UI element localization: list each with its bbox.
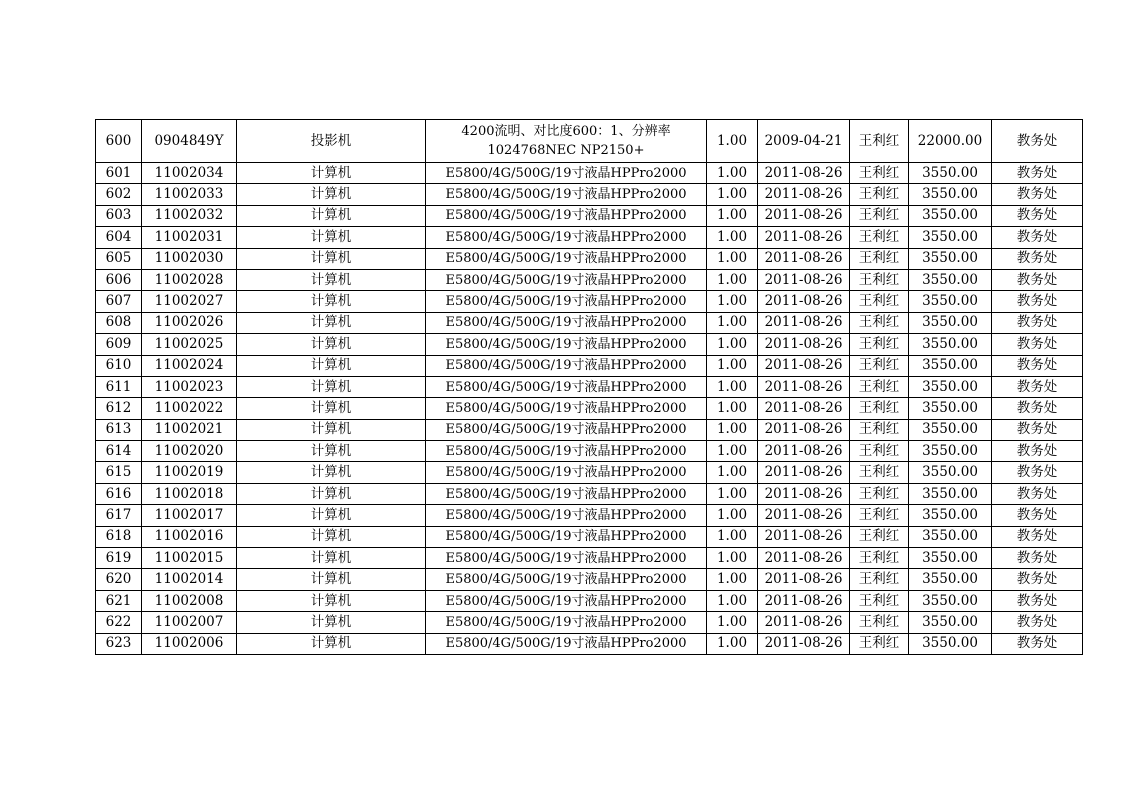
asset-name-cell: 计算机 <box>237 163 426 184</box>
spec-cell: E5800/4G/500G/19寸液晶HPPro2000 <box>426 612 707 633</box>
department-cell: 教务处 <box>992 505 1083 526</box>
quantity-cell: 1.00 <box>707 312 758 333</box>
asset-code-cell: 11002018 <box>142 483 237 504</box>
table-row <box>96 291 1083 312</box>
custodian-cell: 王利红 <box>850 120 909 163</box>
department-cell: 教务处 <box>992 526 1083 547</box>
quantity-cell: 1.00 <box>707 120 758 163</box>
custodian-cell: 王利红 <box>850 312 909 333</box>
price-cell: 3550.00 <box>909 419 992 440</box>
asset-code-cell: 11002022 <box>142 398 237 419</box>
department-cell: 教务处 <box>992 483 1083 504</box>
purchase-date-cell: 2011-08-26 <box>758 633 850 654</box>
purchase-date-cell: 2011-08-26 <box>758 569 850 590</box>
department-cell: 教务处 <box>992 419 1083 440</box>
spec-cell: E5800/4G/500G/19寸液晶HPPro2000 <box>426 569 707 590</box>
department-cell: 教务处 <box>992 398 1083 419</box>
table-row <box>96 505 1083 526</box>
asset-code-cell: 11002026 <box>142 312 237 333</box>
quantity-cell: 1.00 <box>707 483 758 504</box>
asset-code-cell: 11002025 <box>142 334 237 355</box>
price-cell: 3550.00 <box>909 269 992 290</box>
custodian-cell: 王利红 <box>850 419 909 440</box>
asset-code-cell: 11002024 <box>142 355 237 376</box>
table-row <box>96 398 1083 419</box>
table-row <box>96 205 1083 226</box>
purchase-date-cell: 2009-04-21 <box>758 120 850 163</box>
department-cell: 教务处 <box>992 355 1083 376</box>
row-number-cell: 619 <box>96 548 142 569</box>
price-cell: 3550.00 <box>909 483 992 504</box>
custodian-cell: 王利红 <box>850 548 909 569</box>
purchase-date-cell: 2011-08-26 <box>758 612 850 633</box>
custodian-cell: 王利红 <box>850 526 909 547</box>
asset-code-cell: 11002027 <box>142 291 237 312</box>
price-cell: 3550.00 <box>909 590 992 611</box>
asset-name-cell: 计算机 <box>237 269 426 290</box>
price-cell: 3550.00 <box>909 462 992 483</box>
department-cell: 教务处 <box>992 334 1083 355</box>
row-number-cell: 603 <box>96 205 142 226</box>
spec-cell: E5800/4G/500G/19寸液晶HPPro2000 <box>426 291 707 312</box>
spec-cell: E5800/4G/500G/19寸液晶HPPro2000 <box>426 184 707 205</box>
price-cell: 3550.00 <box>909 526 992 547</box>
quantity-cell: 1.00 <box>707 462 758 483</box>
custodian-cell: 王利红 <box>850 612 909 633</box>
purchase-date-cell: 2011-08-26 <box>758 548 850 569</box>
price-cell: 3550.00 <box>909 612 992 633</box>
asset-name-cell: 计算机 <box>237 184 426 205</box>
asset-name-cell: 计算机 <box>237 376 426 397</box>
purchase-date-cell: 2011-08-26 <box>758 355 850 376</box>
row-number-cell: 610 <box>96 355 142 376</box>
spec-cell: E5800/4G/500G/19寸液晶HPPro2000 <box>426 633 707 654</box>
row-number-cell: 601 <box>96 163 142 184</box>
asset-code-cell: 11002014 <box>142 569 237 590</box>
asset-code-cell: 11002021 <box>142 419 237 440</box>
quantity-cell: 1.00 <box>707 205 758 226</box>
table-row <box>96 612 1083 633</box>
table-row <box>96 334 1083 355</box>
department-cell: 教务处 <box>992 548 1083 569</box>
row-number-cell: 623 <box>96 633 142 654</box>
row-number-cell: 605 <box>96 248 142 269</box>
asset-name-cell: 计算机 <box>237 312 426 333</box>
quantity-cell: 1.00 <box>707 633 758 654</box>
row-number-cell: 622 <box>96 612 142 633</box>
department-cell: 教务处 <box>992 269 1083 290</box>
table-row <box>96 163 1083 184</box>
custodian-cell: 王利红 <box>850 398 909 419</box>
custodian-cell: 王利红 <box>850 355 909 376</box>
table-row <box>96 269 1083 290</box>
asset-name-cell: 计算机 <box>237 291 426 312</box>
asset-code-cell: 11002008 <box>142 590 237 611</box>
department-cell: 教务处 <box>992 590 1083 611</box>
asset-code-cell: 11002034 <box>142 163 237 184</box>
table-row <box>96 355 1083 376</box>
spec-cell: 4200流明、对比度600：1、分辨率1024768NEC NP2150+ <box>426 120 707 163</box>
row-number-cell: 608 <box>96 312 142 333</box>
asset-name-cell: 计算机 <box>237 590 426 611</box>
asset-code-cell: 11002032 <box>142 205 237 226</box>
price-cell: 3550.00 <box>909 548 992 569</box>
quantity-cell: 1.00 <box>707 334 758 355</box>
spec-cell: E5800/4G/500G/19寸液晶HPPro2000 <box>426 419 707 440</box>
table-row <box>96 590 1083 611</box>
department-cell: 教务处 <box>992 248 1083 269</box>
custodian-cell: 王利红 <box>850 590 909 611</box>
quantity-cell: 1.00 <box>707 163 758 184</box>
price-cell: 22000.00 <box>909 120 992 163</box>
price-cell: 3550.00 <box>909 312 992 333</box>
price-cell: 3550.00 <box>909 291 992 312</box>
spec-cell: E5800/4G/500G/19寸液晶HPPro2000 <box>426 441 707 462</box>
quantity-cell: 1.00 <box>707 376 758 397</box>
department-cell: 教务处 <box>992 569 1083 590</box>
price-cell: 3550.00 <box>909 248 992 269</box>
quantity-cell: 1.00 <box>707 505 758 526</box>
department-cell: 教务处 <box>992 163 1083 184</box>
price-cell: 3550.00 <box>909 441 992 462</box>
quantity-cell: 1.00 <box>707 248 758 269</box>
table-row <box>96 227 1083 248</box>
custodian-cell: 王利红 <box>850 163 909 184</box>
purchase-date-cell: 2011-08-26 <box>758 269 850 290</box>
spec-cell: E5800/4G/500G/19寸液晶HPPro2000 <box>426 355 707 376</box>
table-row <box>96 526 1083 547</box>
table-row <box>96 419 1083 440</box>
purchase-date-cell: 2011-08-26 <box>758 334 850 355</box>
spec-cell: E5800/4G/500G/19寸液晶HPPro2000 <box>426 334 707 355</box>
purchase-date-cell: 2011-08-26 <box>758 184 850 205</box>
asset-name-cell: 计算机 <box>237 633 426 654</box>
department-cell: 教务处 <box>992 462 1083 483</box>
custodian-cell: 王利红 <box>850 227 909 248</box>
price-cell: 3550.00 <box>909 569 992 590</box>
asset-name-cell: 计算机 <box>237 462 426 483</box>
table-row <box>96 184 1083 205</box>
asset-name-cell: 计算机 <box>237 248 426 269</box>
quantity-cell: 1.00 <box>707 441 758 462</box>
asset-name-cell: 计算机 <box>237 441 426 462</box>
table-row <box>96 462 1083 483</box>
spec-cell: E5800/4G/500G/19寸液晶HPPro2000 <box>426 248 707 269</box>
asset-name-cell: 计算机 <box>237 227 426 248</box>
purchase-date-cell: 2011-08-26 <box>758 312 850 333</box>
purchase-date-cell: 2011-08-26 <box>758 205 850 226</box>
custodian-cell: 王利红 <box>850 483 909 504</box>
quantity-cell: 1.00 <box>707 612 758 633</box>
row-number-cell: 616 <box>96 483 142 504</box>
price-cell: 3550.00 <box>909 184 992 205</box>
spec-cell: E5800/4G/500G/19寸液晶HPPro2000 <box>426 269 707 290</box>
asset-name-cell: 计算机 <box>237 334 426 355</box>
spec-cell: E5800/4G/500G/19寸液晶HPPro2000 <box>426 312 707 333</box>
purchase-date-cell: 2011-08-26 <box>758 505 850 526</box>
table-row <box>96 633 1083 654</box>
row-number-cell: 611 <box>96 376 142 397</box>
custodian-cell: 王利红 <box>850 248 909 269</box>
spec-cell: E5800/4G/500G/19寸液晶HPPro2000 <box>426 526 707 547</box>
table-row <box>96 248 1083 269</box>
asset-code-cell: 11002015 <box>142 548 237 569</box>
spec-cell: E5800/4G/500G/19寸液晶HPPro2000 <box>426 590 707 611</box>
row-number-cell: 618 <box>96 526 142 547</box>
row-number-cell: 606 <box>96 269 142 290</box>
asset-code-cell: 11002019 <box>142 462 237 483</box>
price-cell: 3550.00 <box>909 334 992 355</box>
asset-name-cell: 计算机 <box>237 398 426 419</box>
purchase-date-cell: 2011-08-26 <box>758 227 850 248</box>
row-number-cell: 620 <box>96 569 142 590</box>
asset-code-cell: 11002030 <box>142 248 237 269</box>
purchase-date-cell: 2011-08-26 <box>758 462 850 483</box>
quantity-cell: 1.00 <box>707 419 758 440</box>
price-cell: 3550.00 <box>909 205 992 226</box>
spec-cell: E5800/4G/500G/19寸液晶HPPro2000 <box>426 227 707 248</box>
asset-code-cell: 11002023 <box>142 376 237 397</box>
quantity-cell: 1.00 <box>707 269 758 290</box>
row-number-cell: 621 <box>96 590 142 611</box>
custodian-cell: 王利红 <box>850 269 909 290</box>
spec-cell: E5800/4G/500G/19寸液晶HPPro2000 <box>426 376 707 397</box>
price-cell: 3550.00 <box>909 355 992 376</box>
row-number-cell: 607 <box>96 291 142 312</box>
quantity-cell: 1.00 <box>707 355 758 376</box>
asset-name-cell: 计算机 <box>237 205 426 226</box>
asset-code-cell: 11002007 <box>142 612 237 633</box>
spec-cell: E5800/4G/500G/19寸液晶HPPro2000 <box>426 163 707 184</box>
department-cell: 教务处 <box>992 184 1083 205</box>
purchase-date-cell: 2011-08-26 <box>758 483 850 504</box>
custodian-cell: 王利红 <box>850 569 909 590</box>
asset-name-cell: 计算机 <box>237 526 426 547</box>
department-cell: 教务处 <box>992 205 1083 226</box>
custodian-cell: 王利红 <box>850 633 909 654</box>
quantity-cell: 1.00 <box>707 569 758 590</box>
department-cell: 教务处 <box>992 376 1083 397</box>
row-number-cell: 617 <box>96 505 142 526</box>
department-cell: 教务处 <box>992 291 1083 312</box>
custodian-cell: 王利红 <box>850 334 909 355</box>
spec-cell: E5800/4G/500G/19寸液晶HPPro2000 <box>426 548 707 569</box>
price-cell: 3550.00 <box>909 398 992 419</box>
price-cell: 3550.00 <box>909 505 992 526</box>
asset-name-cell: 计算机 <box>237 483 426 504</box>
purchase-date-cell: 2011-08-26 <box>758 291 850 312</box>
quantity-cell: 1.00 <box>707 184 758 205</box>
quantity-cell: 1.00 <box>707 398 758 419</box>
table-row <box>96 312 1083 333</box>
custodian-cell: 王利红 <box>850 205 909 226</box>
quantity-cell: 1.00 <box>707 227 758 248</box>
spec-cell: E5800/4G/500G/19寸液晶HPPro2000 <box>426 462 707 483</box>
price-cell: 3550.00 <box>909 633 992 654</box>
asset-code-cell: 11002020 <box>142 441 237 462</box>
department-cell: 教务处 <box>992 120 1083 163</box>
custodian-cell: 王利红 <box>850 184 909 205</box>
purchase-date-cell: 2011-08-26 <box>758 376 850 397</box>
purchase-date-cell: 2011-08-26 <box>758 398 850 419</box>
department-cell: 教务处 <box>992 441 1083 462</box>
row-number-cell: 609 <box>96 334 142 355</box>
asset-table-body <box>96 120 1083 655</box>
asset-code-cell: 11002017 <box>142 505 237 526</box>
table-row <box>96 548 1083 569</box>
purchase-date-cell: 2011-08-26 <box>758 441 850 462</box>
asset-code-cell: 0904849Y <box>142 120 237 163</box>
custodian-cell: 王利红 <box>850 376 909 397</box>
spec-cell: E5800/4G/500G/19寸液晶HPPro2000 <box>426 483 707 504</box>
asset-name-cell: 计算机 <box>237 612 426 633</box>
row-number-cell: 613 <box>96 419 142 440</box>
asset-name-cell: 计算机 <box>237 505 426 526</box>
asset-table <box>95 119 1083 655</box>
asset-name-cell: 计算机 <box>237 355 426 376</box>
quantity-cell: 1.00 <box>707 526 758 547</box>
quantity-cell: 1.00 <box>707 590 758 611</box>
spec-cell: E5800/4G/500G/19寸液晶HPPro2000 <box>426 505 707 526</box>
row-number-cell: 600 <box>96 120 142 163</box>
purchase-date-cell: 2011-08-26 <box>758 526 850 547</box>
custodian-cell: 王利红 <box>850 441 909 462</box>
price-cell: 3550.00 <box>909 376 992 397</box>
purchase-date-cell: 2011-08-26 <box>758 248 850 269</box>
asset-name-cell: 计算机 <box>237 569 426 590</box>
department-cell: 教务处 <box>992 312 1083 333</box>
spec-cell: E5800/4G/500G/19寸液晶HPPro2000 <box>426 398 707 419</box>
purchase-date-cell: 2011-08-26 <box>758 419 850 440</box>
department-cell: 教务处 <box>992 633 1083 654</box>
department-cell: 教务处 <box>992 612 1083 633</box>
row-number-cell: 615 <box>96 462 142 483</box>
custodian-cell: 王利红 <box>850 291 909 312</box>
asset-code-cell: 11002033 <box>142 184 237 205</box>
row-number-cell: 612 <box>96 398 142 419</box>
table-row <box>96 441 1083 462</box>
asset-name-cell: 计算机 <box>237 548 426 569</box>
spec-cell: E5800/4G/500G/19寸液晶HPPro2000 <box>426 205 707 226</box>
quantity-cell: 1.00 <box>707 548 758 569</box>
custodian-cell: 王利红 <box>850 505 909 526</box>
purchase-date-cell: 2011-08-26 <box>758 163 850 184</box>
price-cell: 3550.00 <box>909 163 992 184</box>
table-row <box>96 376 1083 397</box>
asset-code-cell: 11002016 <box>142 526 237 547</box>
row-number-cell: 602 <box>96 184 142 205</box>
asset-code-cell: 11002031 <box>142 227 237 248</box>
row-number-cell: 604 <box>96 227 142 248</box>
price-cell: 3550.00 <box>909 227 992 248</box>
purchase-date-cell: 2011-08-26 <box>758 590 850 611</box>
quantity-cell: 1.00 <box>707 291 758 312</box>
table-row <box>96 120 1083 163</box>
table-row <box>96 569 1083 590</box>
asset-code-cell: 11002028 <box>142 269 237 290</box>
custodian-cell: 王利红 <box>850 462 909 483</box>
table-row <box>96 483 1083 504</box>
row-number-cell: 614 <box>96 441 142 462</box>
asset-name-cell: 计算机 <box>237 419 426 440</box>
department-cell: 教务处 <box>992 227 1083 248</box>
asset-name-cell: 投影机 <box>237 120 426 163</box>
asset-code-cell: 11002006 <box>142 633 237 654</box>
